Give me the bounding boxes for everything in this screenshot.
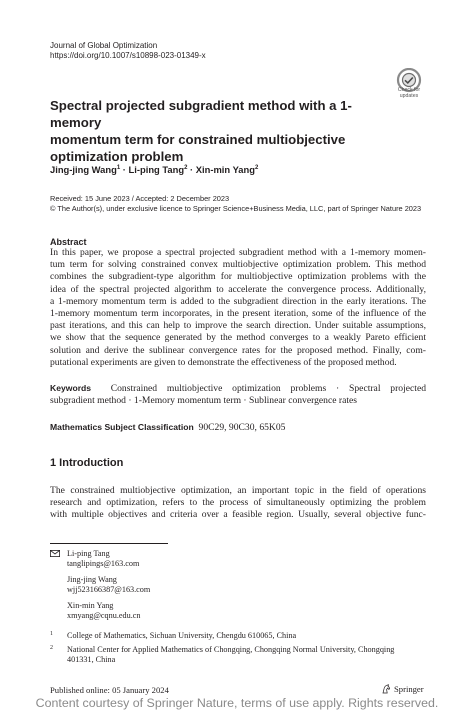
contact-email[interactable]: xmyang@cqnu.edu.cn <box>67 611 141 621</box>
body-line: with multiple objectives and criteria over a feasible region. Usually, several objective func- <box>50 509 426 521</box>
abstract-line: past iterations, and this can help to improve the search direction. Under suitable assumptions, <box>50 320 426 332</box>
abstract-line: a 1-memory momentum term is added to the subgradient direction in the early iterations. The <box>50 295 426 307</box>
author-name[interactable]: Xin-min Yang <box>195 164 255 175</box>
msc-codes: 90C29, 90C30, 65K05 <box>198 422 286 433</box>
contact-name: Xin-min Yang <box>67 601 114 610</box>
abstract-heading: Abstract <box>50 237 87 247</box>
copyright-notice: © The Author(s), under exclusive licence to Springer Science+Business Media, LLC, part of Springer Nature 2023 <box>50 203 422 213</box>
author-separator: · <box>187 164 196 175</box>
contact-name: Li-ping Tang <box>67 549 110 558</box>
affiliation-number: 2 <box>50 645 53 651</box>
abstract-text <box>50 247 426 369</box>
introduction-text <box>50 485 426 522</box>
published-date: Published online: 05 January 2024 <box>50 685 169 695</box>
abstract-line: tum term for solving constrained convex multiobjective optimization problem. This method <box>50 259 426 271</box>
keywords-label: Keywords <box>50 383 92 393</box>
abstract-line: putational experiments are given to demonstrate the effectiveness of the proposed method. <box>50 356 397 368</box>
abstract-line: idea of the spectral projected algorithm to accelerate the convergence process. Additionally, <box>50 283 426 295</box>
contact-email[interactable]: wjj523166387@163.com <box>67 585 151 595</box>
author-name[interactable]: Jing-jing Wang <box>50 164 117 175</box>
author-separator: · <box>120 164 129 175</box>
contact-entry <box>67 601 140 622</box>
publisher-logo <box>381 684 424 694</box>
abstract-line: solution and derive the sublinear convergence rates for the proposed method. Finally, com- <box>50 344 426 356</box>
affiliation-2 <box>50 645 426 666</box>
contact-email[interactable]: tanglipings@163.com <box>67 559 140 569</box>
abstract-line: 1-memory momentum term incorporates, in the present iteration, some of the influence of the <box>50 308 426 320</box>
affiliation-text: College of Mathematics, Sichuan University, Chengdu 610065, China <box>67 631 297 640</box>
journal-name: Journal of Global Optimization <box>50 41 158 50</box>
abstract-line: In this paper, we propose a spectral projected subgradient method with a 1-memory momen- <box>50 247 426 258</box>
courtesy-watermark: Content courtesy of Springer Nature, terms of use apply. Rights reserved. <box>35 696 439 710</box>
contact-entry <box>67 549 139 570</box>
footnote-divider <box>50 543 168 544</box>
affiliation-text: National Center for Applied Mathematics of Chongqing, Chongqing Normal University, Chongqing <box>67 645 395 654</box>
keywords-line: subgradient method · 1-Memory momentum term · Sublinear convergence rates <box>50 395 357 407</box>
contact-entry <box>67 575 150 596</box>
publisher-name: Springer <box>394 684 424 694</box>
article-dates: Received: 15 June 2023 / Accepted: 2 December 2023 <box>50 194 230 203</box>
section-heading-introduction: 1 Introduction <box>50 457 124 469</box>
contact-name: Jing-jing Wang <box>67 575 117 584</box>
keywords-line: Constrained multiobjective optimization problems · Spectral projected <box>110 383 426 394</box>
author-list <box>50 164 258 175</box>
abstract-line: we show that the sequence generated by the method converges to a weakly Pareto efficient <box>50 332 426 344</box>
springer-horse-icon <box>381 684 391 694</box>
affiliation-text: 401331, China <box>67 655 116 665</box>
envelope-icon <box>50 550 60 557</box>
check-for-updates-label: Check for updates <box>397 87 421 99</box>
abstract-line: combines the subgradient-type algorithm for multiobjective optimization problems with the <box>50 271 426 283</box>
article-title: Spectral projected subgradient method with a 1-memory momentum term for constrained multiobjective optimization problem <box>50 98 352 164</box>
msc-classification <box>50 421 285 434</box>
doi-link[interactable]: https://doi.org/10.1007/s10898-023-01349-x <box>50 51 206 60</box>
body-line: The constrained multiobjective optimization, an important topic in the field of operations <box>50 485 426 496</box>
body-line: research and optimization, refers to the process of simultaneously optimizing the problem <box>50 497 426 509</box>
affiliation-number: 1 <box>50 631 53 637</box>
keywords <box>50 382 426 407</box>
author-name[interactable]: Li-ping Tang <box>128 164 185 175</box>
affiliation-marker[interactable]: 1 <box>116 164 121 171</box>
affiliation-marker[interactable]: 2 <box>184 164 188 171</box>
affiliation-1 <box>50 631 426 641</box>
affiliation-marker[interactable]: 2 <box>254 164 259 171</box>
msc-label: Mathematics Subject Classification <box>50 422 194 432</box>
